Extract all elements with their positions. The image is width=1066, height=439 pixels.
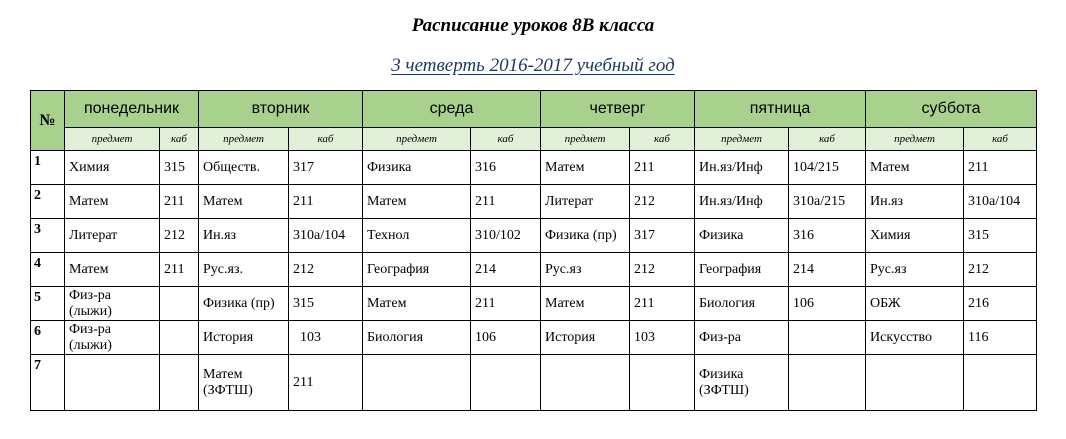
room-cell: 315	[160, 151, 199, 185]
subject-cell: Матем	[866, 151, 964, 185]
subject-cell: Матем	[541, 151, 630, 185]
room-cell: 211	[964, 151, 1037, 185]
room-cell: 310а/215	[789, 185, 866, 219]
day-header: четверг	[541, 91, 695, 128]
room-cell: 212	[289, 253, 363, 287]
subject-cell: Технол	[363, 219, 471, 253]
subject-column-header: предмет	[695, 128, 789, 151]
room-cell	[160, 321, 199, 355]
subject-cell: Физ-ра (лыжи)	[65, 321, 160, 355]
subject-cell: Ин.яз/Инф	[695, 151, 789, 185]
subject-cell: Физ-ра (лыжи)	[65, 287, 160, 321]
lesson-number: 3	[31, 219, 65, 253]
room-cell	[160, 287, 199, 321]
subject-cell	[866, 355, 964, 411]
room-cell: 214	[789, 253, 866, 287]
subject-cell	[363, 355, 471, 411]
room-cell: 103	[630, 321, 695, 355]
subject-cell: Ин.яз/Инф	[695, 185, 789, 219]
subject-cell: Матем	[65, 253, 160, 287]
subject-cell: Матем	[363, 287, 471, 321]
room-cell: 211	[630, 287, 695, 321]
subject-cell: Матем (ЗФТШ)	[199, 355, 289, 411]
room-cell: 211	[289, 185, 363, 219]
room-cell: 310а/104	[289, 219, 363, 253]
schedule-table	[30, 90, 1037, 411]
subject-cell: Литерат	[65, 219, 160, 253]
room-cell: 211	[471, 185, 541, 219]
room-cell: 310а/104	[964, 185, 1037, 219]
room-cell: 103	[289, 321, 363, 355]
subject-cell: История	[199, 321, 289, 355]
subject-column-header: предмет	[363, 128, 471, 151]
subject-cell: Ин.яз	[199, 219, 289, 253]
table-row	[31, 185, 1037, 219]
room-cell: 316	[789, 219, 866, 253]
room-cell: 212	[630, 185, 695, 219]
day-header: вторник	[199, 91, 363, 128]
subject-cell: Рус.яз	[866, 253, 964, 287]
subject-cell: Рус.яз	[541, 253, 630, 287]
subject-cell: Физика	[363, 151, 471, 185]
room-cell: 316	[471, 151, 541, 185]
subject-cell: ОБЖ	[866, 287, 964, 321]
room-cell: 310/102	[471, 219, 541, 253]
lesson-number: 6	[31, 321, 65, 355]
subject-cell: Рус.яз.	[199, 253, 289, 287]
room-cell: 212	[630, 253, 695, 287]
room-cell: 214	[471, 253, 541, 287]
table-row	[31, 321, 1037, 355]
room-cell	[789, 321, 866, 355]
table-row	[31, 287, 1037, 321]
subject-cell: Физ-ра	[695, 321, 789, 355]
room-cell: 106	[789, 287, 866, 321]
subject-cell: Матем	[541, 287, 630, 321]
subject-cell: Матем	[199, 185, 289, 219]
room-cell: 211	[289, 355, 363, 411]
lesson-number: 7	[31, 355, 65, 411]
lesson-number: 2	[31, 185, 65, 219]
room-cell	[160, 355, 199, 411]
table-row	[31, 151, 1037, 185]
day-header: понедельник	[65, 91, 199, 128]
room-column-header: каб	[789, 128, 866, 151]
subject-cell: История	[541, 321, 630, 355]
table-row	[31, 219, 1037, 253]
lesson-number: 1	[31, 151, 65, 185]
subject-column-header: предмет	[541, 128, 630, 151]
room-cell	[964, 355, 1037, 411]
subject-cell: Физика	[695, 219, 789, 253]
room-cell: 116	[964, 321, 1037, 355]
room-cell: 211	[630, 151, 695, 185]
subject-cell: Физика (пр)	[541, 219, 630, 253]
subject-cell: Ин.яз	[866, 185, 964, 219]
subject-cell: Матем	[363, 185, 471, 219]
subject-cell: Искусство	[866, 321, 964, 355]
lesson-number: 4	[31, 253, 65, 287]
room-cell: 211	[160, 253, 199, 287]
subject-cell: Литерат	[541, 185, 630, 219]
room-cell	[630, 355, 695, 411]
room-cell	[789, 355, 866, 411]
room-column-header: каб	[964, 128, 1037, 151]
room-column-header: каб	[160, 128, 199, 151]
table-row	[31, 355, 1037, 411]
day-header: среда	[363, 91, 541, 128]
room-column-header: каб	[289, 128, 363, 151]
subject-cell: Биология	[363, 321, 471, 355]
room-cell: 212	[160, 219, 199, 253]
room-cell: 211	[160, 185, 199, 219]
room-cell: 106	[471, 321, 541, 355]
subject-column-header: предмет	[65, 128, 160, 151]
room-cell: 212	[964, 253, 1037, 287]
subject-cell: География	[363, 253, 471, 287]
table-row	[31, 253, 1037, 287]
lesson-number: 5	[31, 287, 65, 321]
room-cell: 216	[964, 287, 1037, 321]
subject-column-header: предмет	[866, 128, 964, 151]
subject-cell: Физика (пр)	[199, 287, 289, 321]
subject-cell: Матем	[65, 185, 160, 219]
number-header: №	[31, 91, 65, 151]
subject-cell: Биология	[695, 287, 789, 321]
room-cell	[471, 355, 541, 411]
room-cell: 211	[471, 287, 541, 321]
subject-cell: Химия	[65, 151, 160, 185]
page-subtitle: 3 четверть 2016-2017 учебный год	[391, 55, 675, 76]
subject-cell	[541, 355, 630, 411]
subject-cell	[65, 355, 160, 411]
subject-cell: Химия	[866, 219, 964, 253]
subject-cell: География	[695, 253, 789, 287]
day-header: пятница	[695, 91, 866, 128]
room-column-header: каб	[630, 128, 695, 151]
subject-cell: Обществ.	[199, 151, 289, 185]
room-cell: 315	[964, 219, 1037, 253]
room-cell: 104/215	[789, 151, 866, 185]
room-cell: 317	[289, 151, 363, 185]
room-cell: 315	[289, 287, 363, 321]
subject-column-header: предмет	[199, 128, 289, 151]
room-cell: 317	[630, 219, 695, 253]
day-header: суббота	[866, 91, 1037, 128]
subject-cell: Физика (ЗФТШ)	[695, 355, 789, 411]
page-title: Расписание уроков 8В класса	[411, 15, 655, 36]
room-column-header: каб	[471, 128, 541, 151]
